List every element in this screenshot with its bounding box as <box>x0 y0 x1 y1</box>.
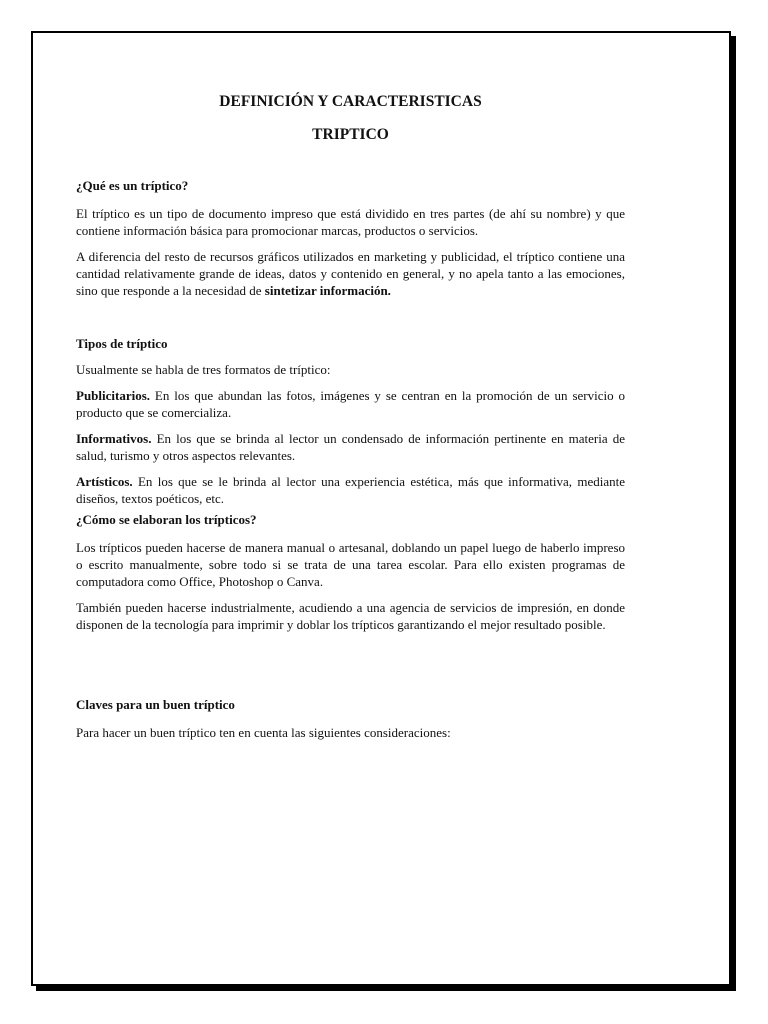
list-item <box>76 430 625 464</box>
paragraph-text: A diferencia del resto de recursos gráficos utilizados en marketing y publicidad, el tríptico contiene una cantidad relativamente grande de ideas, datos y contenido en general, y no apela tanto a las emociones, sino que responde a la necesidad de <box>76 249 625 298</box>
section-que-es <box>76 177 625 299</box>
paragraph: Los trípticos pueden hacerse de manera manual o artesanal, doblando un papel luego de haberlo impreso o escrito manualmente, sobre todo si se trata de una tarea escolar. Para ello existen programas de computadora como Office, Photoshop o Canva. <box>76 540 625 589</box>
emphasis-text: sintetizar información. <box>264 283 391 298</box>
item-text: En los que se brinda al lector un condensado de información pertinente en materia de salud, turismo y otros aspectos relevantes. <box>76 431 625 463</box>
item-text: En los que se le brinda al lector una experiencia estética, más que informativa, mediante diseños, textos poéticos, etc. <box>76 474 625 506</box>
item-term: Artísticos. <box>76 474 133 489</box>
item-term: Publicitarios. <box>76 388 151 403</box>
section-heading: Tipos de tríptico <box>76 336 168 351</box>
paragraph: Usualmente se habla de tres formatos de tríptico: <box>76 362 331 377</box>
paragraph: El tríptico es un tipo de documento impreso que está dividido en tres partes (de ahí su nombre) y que contiene información básica para promocionar marcas, productos o servicios. <box>76 206 625 238</box>
list-item <box>76 473 625 507</box>
paragraph: También pueden hacerse industrialmente, acudiendo a una agencia de servicios de impresión, en donde disponen de la tecnología para imprimir y doblar los trípticos garantizando el mejor resultado posible. <box>76 600 625 632</box>
document-subtitle: TRIPTICO <box>312 126 389 143</box>
section-claves <box>76 696 625 741</box>
item-term: Informativos. <box>76 431 152 446</box>
section-heading: ¿Cómo se elaboran los trípticos? <box>76 512 257 527</box>
section-como-se-elaboran <box>76 511 625 633</box>
section-heading: ¿Qué es un tríptico? <box>76 178 189 193</box>
list-item <box>76 387 625 421</box>
paragraph <box>76 248 625 299</box>
section-heading: Claves para un buen tríptico <box>76 697 235 712</box>
document-content <box>76 60 625 741</box>
document-title: DEFINICIÓN Y CARACTERISTICAS <box>219 93 482 110</box>
item-text: En los que abundan las fotos, imágenes y se centran en la promoción de un servicio o producto que se comercializa. <box>76 388 625 420</box>
section-tipos <box>76 335 625 507</box>
paragraph: Para hacer un buen tríptico ten en cuenta las siguientes consideraciones: <box>76 725 451 740</box>
